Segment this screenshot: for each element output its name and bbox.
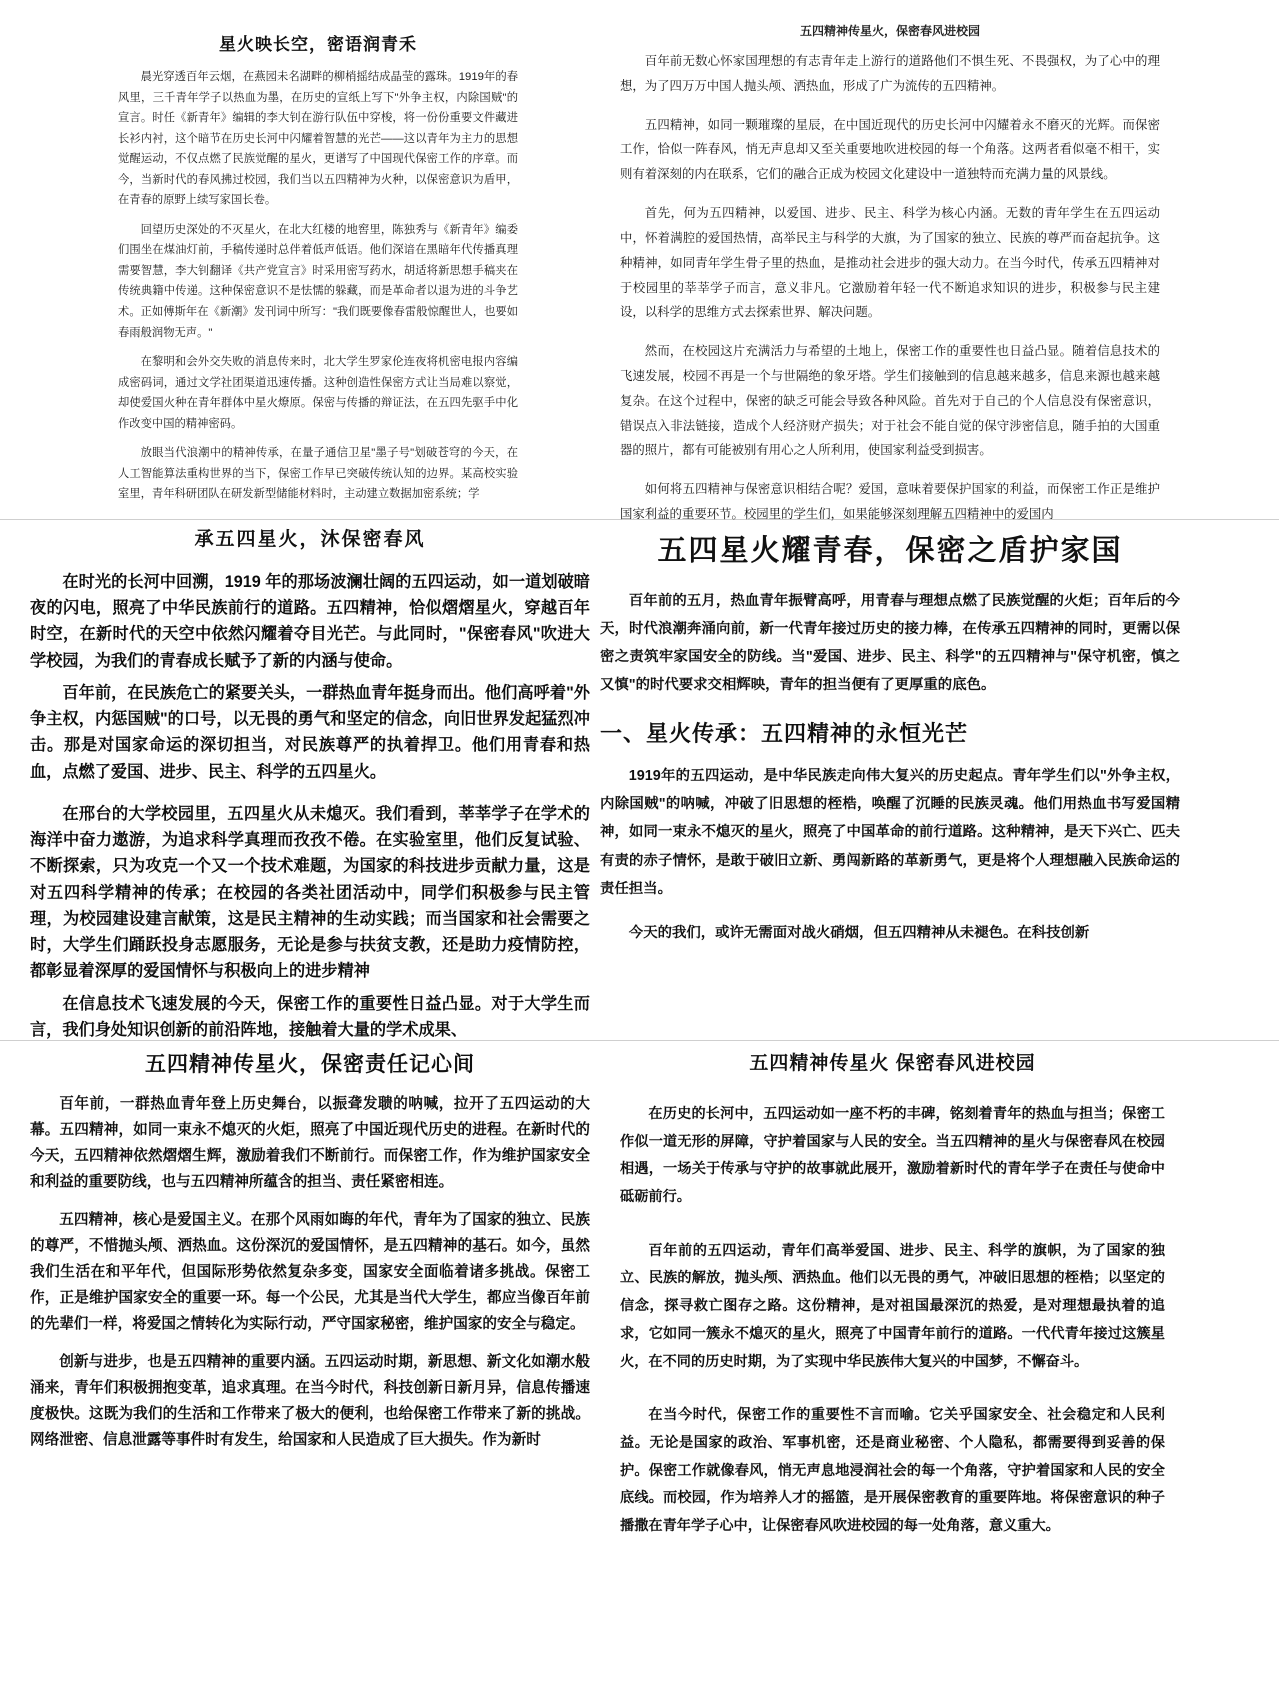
panel-a-title: 星火映长空，密语润青禾 [219,35,417,54]
article-panel-bottom-left [30,1048,590,1706]
panel-b-paragraph: 首先，何为五四精神，以爱国、进步、民主、科学为核心内涵。无数的青年学生在五四运动中，怀着满腔的爱国热情，高举民主与科学的大旗，为了国家的独立、民族的尊严而奋起抗争。这种精神，如同青年学生骨子里的热血，是推动社会进步的强大动力。在当今时代，传承五四精神对于校园里的莘莘学子而言，意义非凡。它激励着年轻一代不断追求知识的进步，积极参与民主建设，以科学的思维方式去探索世界、解决问题。 [620,206,1160,320]
panel-e-paragraph: 五四精神，核心是爱国主义。在那个风雨如晦的年代，青年为了国家的独立、民族的尊严，不惜抛头颅、洒热血。这份深沉的爱国情怀，是五四精神的基石。如今，虽然我们生活在和平年代，但国际形势依然复杂多变，国家安全面临着诸多挑战。保密工作，正是维护国家安全的重要一环。每一个公民，尤其是当代大学生，都应当像百年前的先辈们一样，将爱国之情转化为实际行动，严守国家秘密，维护国家的安全与稳定。 [30,1211,590,1332]
panel-d-paragraph: 今天的我们，或许无需面对战火硝烟，但五四精神从未褪色。在科技创新 [628,924,1090,941]
panel-a-paragraph: 回望历史深处的不灭星火，在北大红楼的地窖里，陈独秀与《新青年》编委们围坐在煤油灯前，手稿传递时总伴着低声低语。他们深谙在黑暗年代传播真理需要智慧，李大钊翻译《共产党宣言》时采用密写药水，胡适将新思想手稿夹在传统典籍中传递。这种保密意识不是怯懦的躲藏，而是革命者以退为进的斗争艺术。正如傅斯年在《新潮》发刊词中所写："我们既要像春雷般惊醒世人，也要如春雨般润物无声。" [118,223,518,339]
panel-f-paragraph: 在当今时代，保密工作的重要性不言而喻。它关乎国家安全、社会稳定和人民利益。无论是国家的政治、军事机密，还是商业秘密、个人隐私，都需要得到妥善的保护。保密工作就像春风，悄无声息地浸润社会的每一个角落，守护着国家和人民的安全底线。而校园，作为培养人才的摇篮，是开展保密教育的重要阵地。将保密意识的种子播撒在青年学子心中，让保密春风吹进校园的每一处角落，意义重大。 [620,1407,1165,1534]
panel-b-paragraph: 五四精神，如同一颗璀璨的星辰，在中国近现代的历史长河中闪耀着永不磨灭的光辉。而保密工作，恰似一阵春风，悄无声息却又至关重要地吹进校园的每一个角落。这两者看似毫不相干，实则有着深刻的内在联系，它们的融合正成为校园文化建设中一道独特而充满力量的风景线。 [620,117,1160,182]
panel-a-paragraph: 在黎明和会外交失败的消息传来时，北大学生罗家伦连夜将机密电报内容编成密码词，通过文学社团渠道迅速传播。这种创造性保密方式让当局难以察觉，却使爱国火种在青年群体中星火燎原。保密与传播的辩证法，在五四先驱手中化作改变中国的精神密码。 [118,356,518,430]
panel-e-paragraph: 创新与进步，也是五四精神的重要内涵。五四运动时期，新思想、新文化如潮水般涌来，青年们积极拥抱变革，追求真理。在当今时代，科技创新日新月异，信息传播速度极快。这既为我们的生活和工作带来了极大的便利，也给保密工作带来了新的挑战。网络泄密、信息泄露等事件时有发生，给国家和人民造成了巨大损失。作为新时 [30,1353,590,1448]
panel-c-paragraph: 在时光的长河中回溯，1919 年的那场波澜壮阔的五四运动，如一道划破暗夜的闪电，照亮了中华民族前行的道路。五四精神，恰似熠熠星火，穿越百年时空，在新时代的天空中依然闪耀着夺目光芒。与此同时，"保密春风"吹进大学校园，为我们的青春成长赋予了新的内涵与使命。 [30,573,590,670]
panel-e-title: 五四精神传星火，保密责任记心间 [145,1053,475,1076]
panel-d-section-title: 一、星火传承：五四精神的永恒光芒 [600,721,969,747]
article-panel-middle-left [30,524,590,1044]
panel-b-header: 五四精神传星火，保密春风进校园 [799,24,980,38]
panel-d-title: 五四星火耀青春，保密之盾护家国 [657,535,1123,567]
panel-d-intro: 百年前的五月，热血青年振臂高呼，用青春与理想点燃了民族觉醒的火炬；百年后的今天，时代浪潮奔涌向前，新一代青年接过历史的接力棒，在传承五四精神的同时，更需以保密之责筑牢家国安全的防线。当"爱国、进步、民主、科学"的五四精神与"保守机密，慎之又慎"的时代要求交相辉映，青年的担当便有了更厚重的底色。 [600,593,1180,694]
panel-b-paragraph: 然而，在校园这片充满活力与希望的土地上，保密工作的重要性也日益凸显。随着信息技术的飞速发展，校园不再是一个与世隔绝的象牙塔。学生们接触到的信息越来越多，信息来源也越来越复杂。在这个过程中，保密的缺乏可能会导致各种风险。首先对于自己的个人信息没有保密意识，错误点入非法链接，造成个人经济财产损失；对于社会不能自觉的保守涉密信息，随手拍的大国重器的照片，都有可能被别有用心之人所利用，使国家利益受到损害。 [620,344,1160,458]
panel-c-paragraph: 在信息技术飞速发展的今天，保密工作的重要性日益凸显。对于大学生而言，我们身处知识创新的前沿阵地，接触着大量的学术成果、 [30,994,590,1039]
article-panel-bottom-right [620,1048,1165,1706]
article-panel-top-right [620,22,1160,522]
panel-b-paragraph: 百年前无数心怀家国理想的有志青年走上游行的道路他们不惧生死、不畏强权，为了心中的理想，为了四万万中国人抛头颅、洒热血，形成了广为流传的五四精神。 [620,54,1160,93]
panel-f-title: 五四精神传星火 保密春风进校园 [749,1053,1036,1074]
paragraph-spacer [30,791,590,801]
panel-f-paragraph: 在历史的长河中，五四运动如一座不朽的丰碑，铭刻着青年的热血与担当；保密工作似一道无形的屏障，守护着国家与人民的安全。当五四精神的星火与保密春风在校园相遇，一场关于传承与守护的故事就此展开，激励着新时代的青年学子在责任与使命中砥砺前行。 [620,1106,1165,1206]
panel-f-paragraph: 百年前的五四运动，青年们高举爱国、进步、民主、科学的旗帜，为了国家的独立、民族的解放，抛头颅、洒热血。他们以无畏的勇气，冲破旧思想的桎梏；以坚定的信念，探寻救亡图存之路。这份精神，是对祖国最深沉的热爱，是对理想最执着的追求，它如同一簇永不熄灭的星火，照亮了中国青年前行的道路。一代代青年接过这簇星火，在不同的历史时期，为了实现中华民族伟大复兴的中国梦，不懈奋斗。 [620,1242,1165,1370]
article-panel-middle-right [600,524,1180,1044]
panel-c-title: 承五四星火，沐保密春风 [194,529,426,550]
panel-a-paragraph: 晨光穿透百年云烟，在燕园未名湖畔的柳梢摇结成晶莹的露珠。1919年的春风里，三千青年学子以热血为墨，在历史的宣纸上写下"外争主权，内除国贼"的宣言。时任《新青年》编辑的李大钊在游行队伍中穿梭，将一份份重要文件藏进长衫内衬，这个暗节在历史长河中闪耀着智慧的光芒——这以青年为主力的思想觉醒运动，不仅点燃了民族觉醒的星火，更谱写了中国现代保密工作的序章。而今，当新时代的春风拂过校园，我们当以五四精神为火种，以保密意识为盾甲，在青春的原野上续写家国长卷。 [118,71,518,207]
article-panel-top-left [118,30,518,520]
panel-e-paragraph: 百年前，一群热血青年登上历史舞台，以振聋发聩的呐喊，拉开了五四运动的大幕。五四精神，如同一束永不熄灭的火炬，照亮了中国近现代历史的进程。在新时代的今天，五四精神依然熠熠生辉，激励着我们不断前行。而保密工作，作为维护国家安全和利益的重要防线，也与五四精神所蕴含的担当、责任紧密相连。 [30,1096,590,1190]
panel-c-paragraph: 在邢台的大学校园里，五四星火从未熄灭。我们看到，莘莘学子在学术的海洋中奋力遨游，为追求科学真理而孜孜不倦。在实验室里，他们反复试验、不断探索，只为攻克一个又一个技术难题，为国家的科技进步贡献力量，这是对五四科学精神的传承；在校园的各类社团活动中，同学们积极参与民主管理，为校园建设建言献策，这是民主精神的生动实践；而当国家和社会需要之时，大学生们踊跃投身志愿服务，无论是参与扶贫支教，还是助力疫情防控，都彰显着深厚的爱国情怀与积极向上的进步精神 [30,804,590,981]
panel-c-paragraph: 百年前，在民族危亡的紧要关头，一群热血青年挺身而出。他们高呼着"外争主权，内惩国贼"的口号，以无畏的勇气和坚定的信念，向旧世界发起猛烈冲击。那是对国家命运的深切担当，对民族尊严的执着捍卫。他们用青春和热血，点燃了爱国、进步、民主、科学的五四星火。 [30,683,590,781]
panel-a-paragraph: 放眼当代浪潮中的精神传承，在量子通信卫星"墨子号"划破苍穹的今天，在人工智能算法重构世界的当下，保密工作早已突破传统认知的边界。某高校实验室里，青年科研团队在研发新型储能材料时，主动建立数据加密系统；学 [118,447,518,501]
panel-d-paragraph: 1919年的五四运动，是中华民族走向伟大复兴的历史起点。青年学生们以"外争主权，内除国贼"的呐喊，冲破了旧思想的桎梏，唤醒了沉睡的民族灵魂。他们用热血书写爱国精神，如同一束永不熄灭的星火，照亮了中国革命的前行道路。这种精神，是天下兴亡、匹夫有责的赤子情怀，是敢于破旧立新、勇闯新路的革新勇气，更是将个人理想融入民族命运的责任担当。 [600,768,1180,897]
panel-b-paragraph: 如何将五四精神与保密意识相结合呢？爱国，意味着要保护国家的利益，而保密工作正是维护国家利益的重要环节。校园里的学生们，如果能够深刻理解五四精神中的爱国内 [620,482,1160,521]
